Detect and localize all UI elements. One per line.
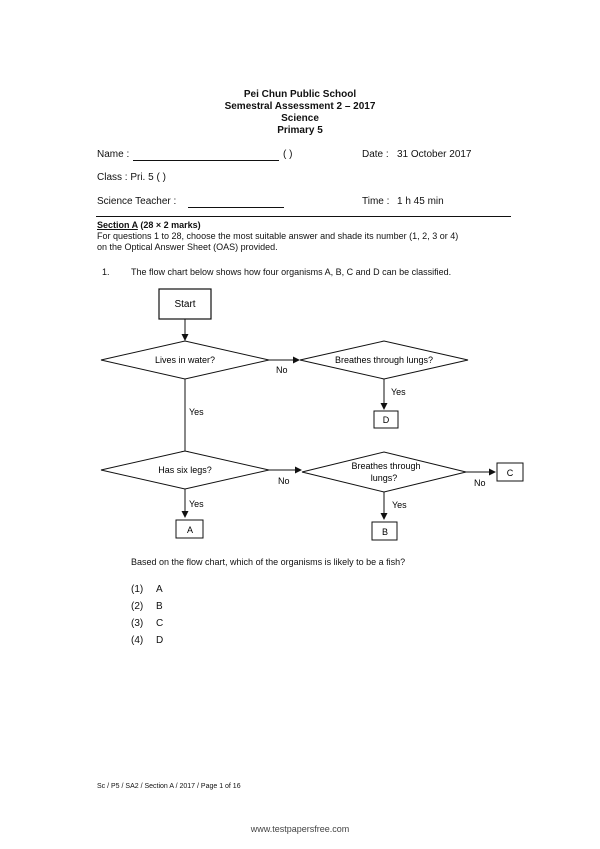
time-value: 1 h 45 min <box>397 196 444 207</box>
no-label-1: No <box>276 365 288 375</box>
decision-breathes-lungs-2-line2: lungs? <box>370 473 398 483</box>
option-4[interactable] <box>131 635 163 646</box>
option-label: A <box>156 584 163 595</box>
subject-title: Science <box>281 113 319 124</box>
no-label-2: No <box>278 476 290 486</box>
decision-breathes-lungs-2-line1: Breathes through <box>351 461 421 471</box>
option-label: D <box>156 635 164 646</box>
register-number-bracket: ( ) <box>283 149 293 160</box>
no-label-3: No <box>474 478 486 488</box>
school-name: Pei Chun Public School <box>243 89 357 100</box>
start-label: Start <box>174 299 196 310</box>
teacher-label: Science Teacher : <box>97 196 177 207</box>
box-a-label: A <box>186 525 194 535</box>
date-label: Date : <box>362 149 389 160</box>
box-c-label: C <box>506 468 514 478</box>
box-b-label: B <box>381 527 389 537</box>
yes-label-2: Yes <box>189 407 204 417</box>
option-label: B <box>156 601 163 612</box>
instruction-line-1: For questions 1 to 28, choose the most suitable answer and shade its number (1, 2, 3 or 4) <box>97 231 459 241</box>
website-watermark: www.testpapersfree.com <box>250 824 350 834</box>
option-3[interactable] <box>131 618 163 629</box>
option-label: C <box>156 618 164 629</box>
class-label: Class : Pri. 5 ( ) <box>97 172 166 183</box>
decision-breathes-lungs-2 <box>302 452 466 492</box>
question-number: 1. <box>102 267 110 277</box>
decision-six-legs-label: Has six legs? <box>158 465 212 475</box>
level-title: Primary 5 <box>277 125 323 136</box>
date-value: 31 October 2017 <box>397 149 472 160</box>
instruction-line-2: on the Optical Answer Sheet (OAS) provided. <box>97 242 278 252</box>
question-prompt: Based on the flow chart, which of the organisms is likely to be a fish? <box>131 557 406 567</box>
section-marks: (28 × 2 marks) <box>140 220 201 230</box>
option-number: (3) <box>131 618 144 629</box>
page-footer: Sc / P5 / SA2 / Section A / 2017 / Page 1 of 16 <box>97 783 241 790</box>
time-label: Time : <box>362 196 390 207</box>
yes-label-3: Yes <box>189 499 204 509</box>
option-number: (1) <box>131 584 144 595</box>
option-number: (2) <box>131 601 144 612</box>
name-label: Name : <box>97 149 130 160</box>
option-2[interactable] <box>131 601 163 612</box>
box-d-label: D <box>382 415 390 425</box>
section-title: Section A <box>97 220 138 230</box>
option-number: (4) <box>131 635 144 646</box>
question-text: The flow chart below shows how four organisms A, B, C and D can be classified. <box>131 267 452 277</box>
yes-label-4: Yes <box>392 500 407 510</box>
assessment-title: Semestral Assessment 2 – 2017 <box>224 101 376 112</box>
decision-lives-in-water-label: Lives in water? <box>154 355 216 365</box>
decision-breathes-lungs-1-label: Breathes through lungs? <box>334 355 434 365</box>
option-1[interactable] <box>131 584 163 595</box>
yes-label-1: Yes <box>391 387 406 397</box>
